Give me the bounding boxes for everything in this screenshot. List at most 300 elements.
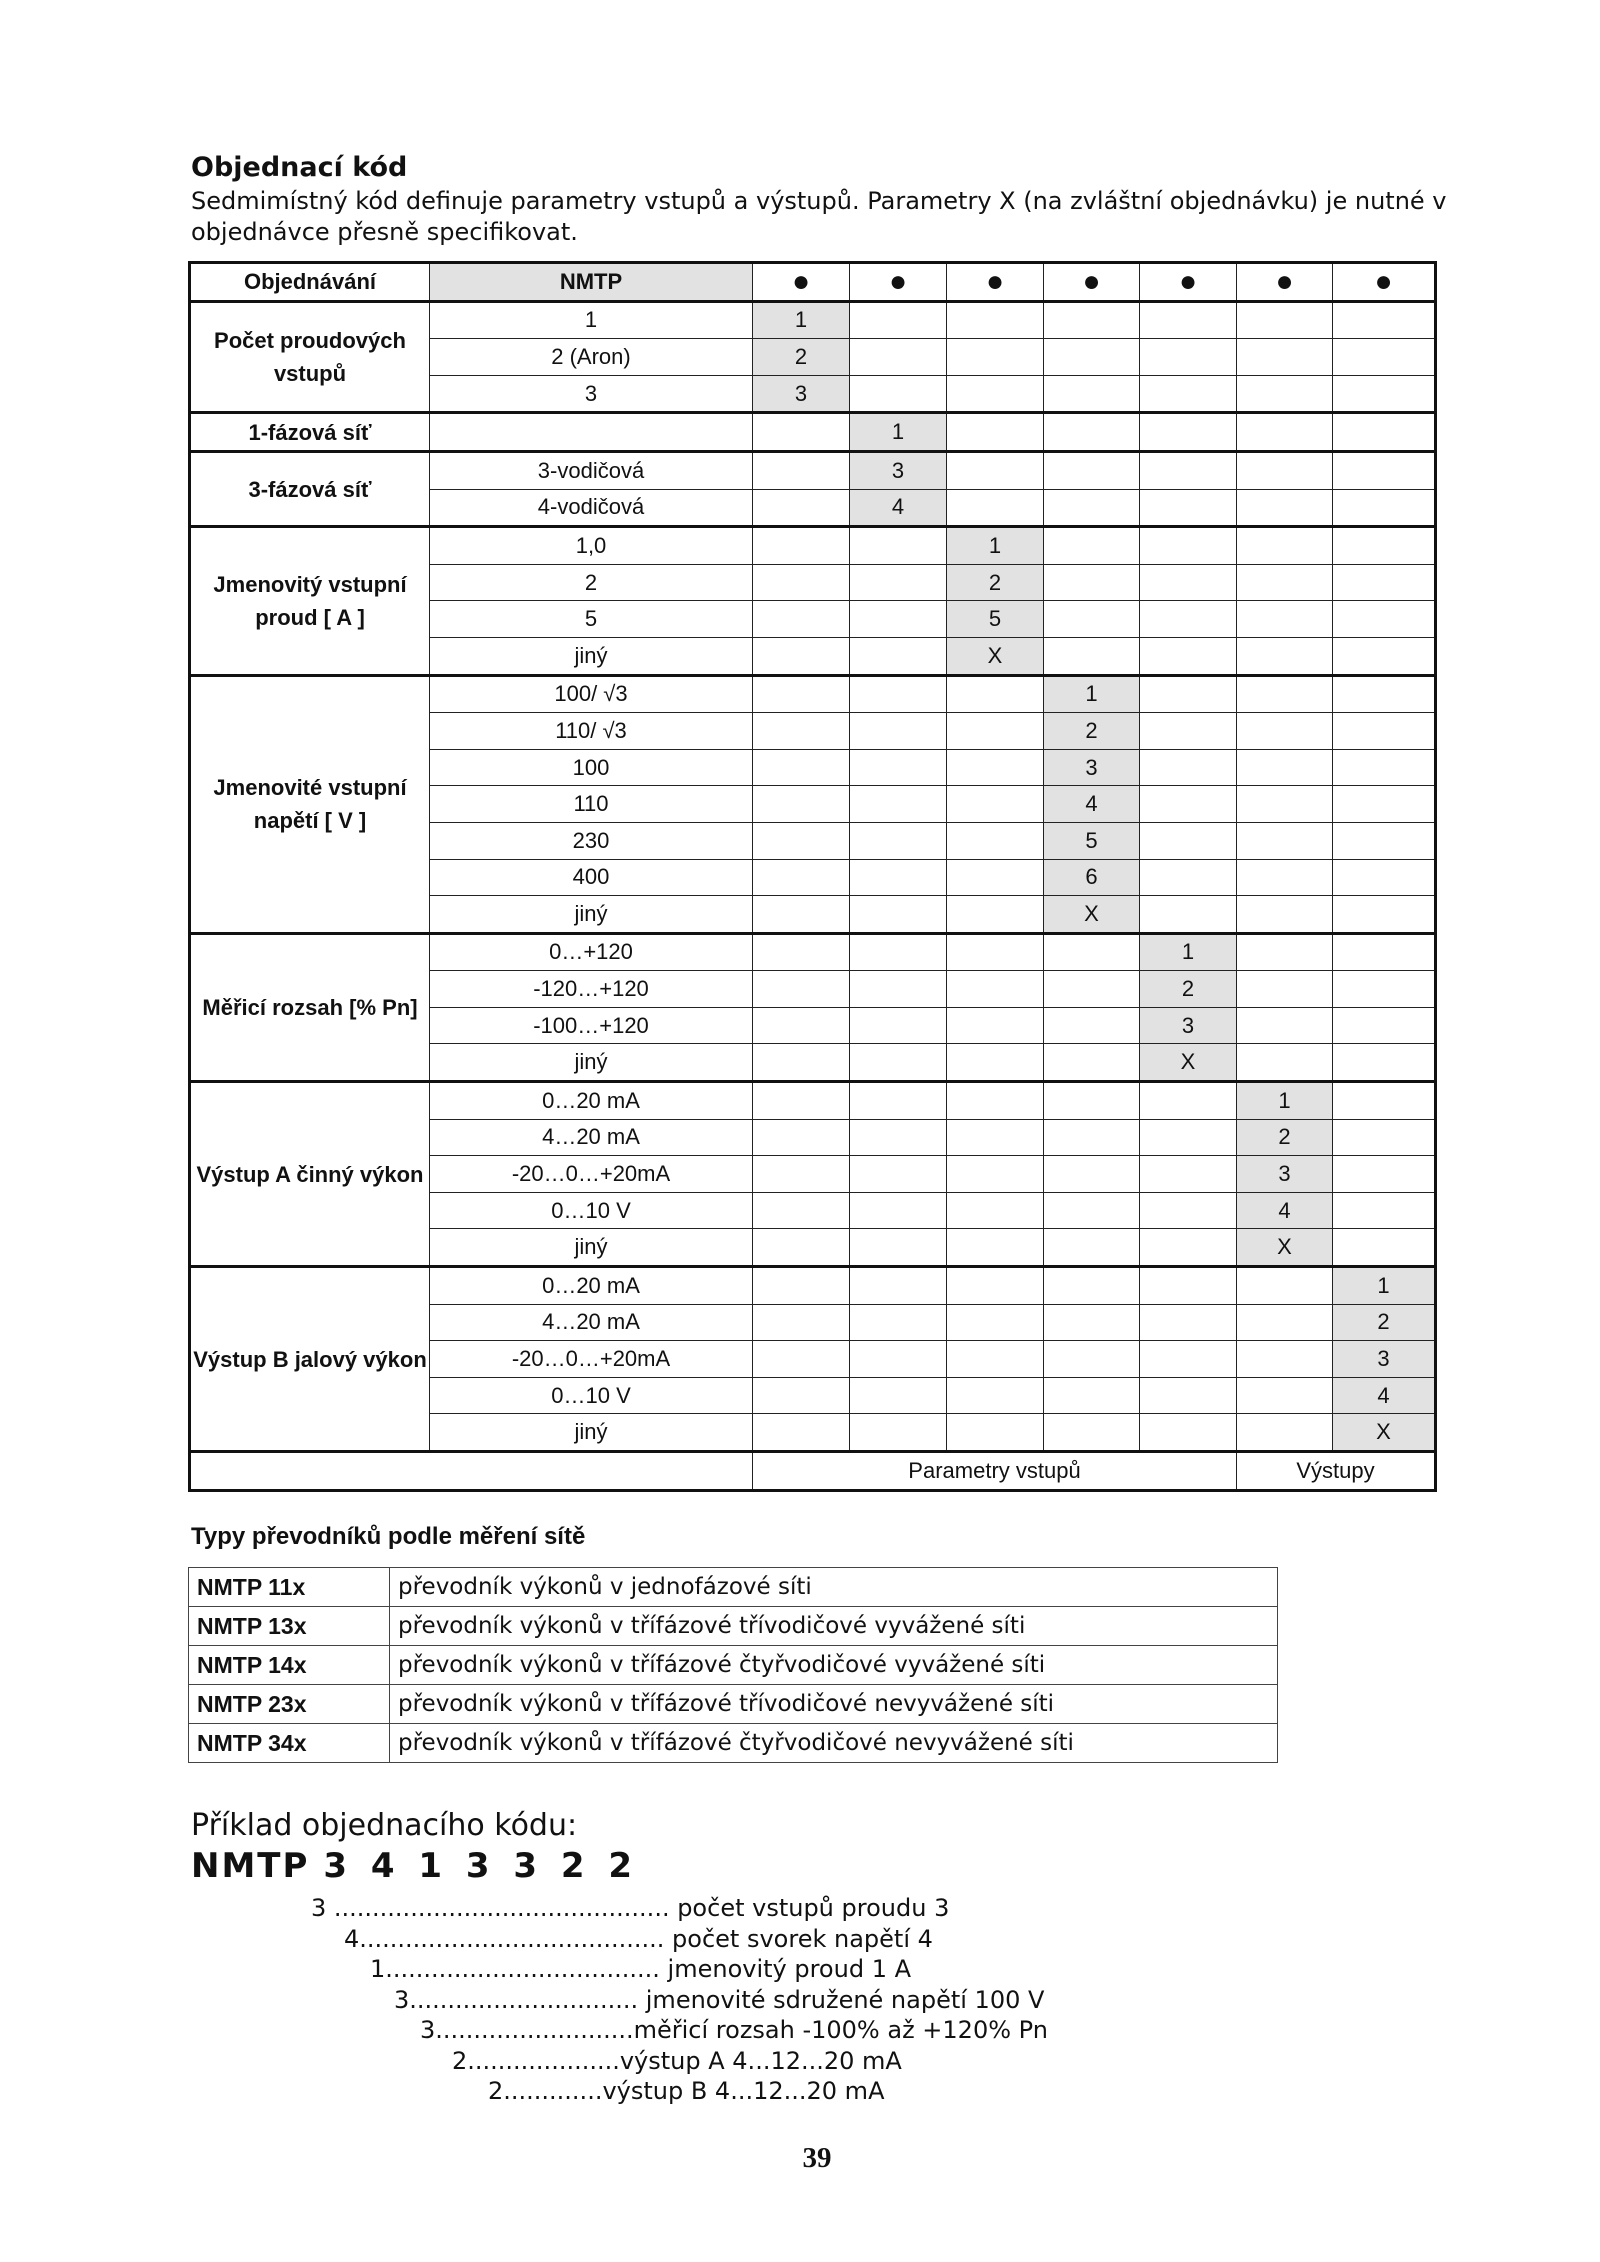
empty-cell [1237,933,1333,971]
empty-cell [947,1341,1044,1378]
footer-empty [190,1452,753,1491]
empty-cell [1044,1267,1140,1305]
code-cell: 5 [1044,822,1140,859]
code-cell: 4 [1044,786,1140,823]
code-cell: 6 [1044,859,1140,896]
option-value: -20…0…+20mA [430,1341,753,1378]
empty-cell [1140,1119,1237,1156]
empty-cell [1140,822,1237,859]
empty-cell [753,413,850,452]
code-cell: 3 [1333,1341,1436,1378]
option-value: 100 [430,749,753,786]
empty-cell [1044,1377,1140,1414]
empty-cell [850,1377,947,1414]
empty-cell [947,1044,1044,1082]
empty-cell [947,933,1044,971]
empty-cell [1333,637,1436,675]
empty-cell [1333,933,1436,971]
type-description: převodník výkonů v třífázové třívodičové vyvážené síti [390,1607,1278,1646]
empty-cell [1237,1304,1333,1341]
empty-cell [850,933,947,971]
footer-inputs: Parametry vstupů [753,1452,1237,1491]
empty-cell [1333,375,1436,413]
empty-cell [1140,786,1237,823]
table-row [189,1568,1278,1607]
empty-cell [1333,1119,1436,1156]
empty-cell [850,637,947,675]
empty-cell [947,375,1044,413]
code-cell: 4 [850,489,947,527]
code-cell: 1 [753,301,850,339]
code-cell: 2 [1237,1119,1333,1156]
option-value: jiný [430,1044,753,1082]
option-value: 4-vodičová [430,489,753,527]
empty-cell [850,896,947,934]
group-label: 1-fázová síť [190,413,430,452]
example-prefix: NMTP [191,1846,310,1886]
empty-cell [1140,675,1237,713]
empty-cell [947,1156,1044,1193]
empty-cell [753,1192,850,1229]
group-label: Jmenovitý vstupní proud [ A ] [190,527,430,675]
empty-cell [1237,301,1333,339]
empty-cell [753,564,850,601]
empty-cell [850,301,947,339]
option-value: 0…10 V [430,1377,753,1414]
empty-cell [947,786,1044,823]
empty-cell [1333,896,1436,934]
empty-cell [1237,339,1333,376]
code-cell: 1 [1140,933,1237,971]
page-number: 39 [802,2142,832,2174]
empty-cell [1333,786,1436,823]
code-cell: 5 [947,601,1044,638]
empty-cell [947,822,1044,859]
empty-cell [1333,527,1436,565]
code-cell: 2 [1333,1304,1436,1341]
empty-cell [1044,1229,1140,1267]
empty-cell [753,933,850,971]
empty-cell [1140,527,1237,565]
empty-cell [1237,375,1333,413]
code-cell: X [1140,1044,1237,1082]
empty-cell [1140,339,1237,376]
option-value: 110/ √3 [430,713,753,750]
empty-cell [1237,786,1333,823]
empty-cell [753,1119,850,1156]
empty-cell [1333,564,1436,601]
example-line: 3 ............................................ počet vstupů proudu 3 [311,1894,950,1922]
empty-cell [753,1082,850,1120]
empty-cell [850,1156,947,1193]
empty-cell [1140,601,1237,638]
empty-cell [1333,301,1436,339]
type-code: NMTP 14x [189,1646,390,1685]
empty-cell [850,859,947,896]
empty-cell [850,713,947,750]
empty-cell [850,1229,947,1267]
example-line: 1.................................... jmenovitý proud 1 A [370,1955,912,1983]
empty-cell [850,1341,947,1378]
empty-cell [753,1267,850,1305]
empty-cell [947,1414,1044,1452]
empty-cell [850,971,947,1008]
empty-cell [753,451,850,489]
empty-cell [1140,1414,1237,1452]
table-row [190,1082,1436,1120]
empty-cell [947,489,1044,527]
empty-cell [1044,339,1140,376]
empty-cell [947,1304,1044,1341]
empty-cell [753,896,850,934]
empty-cell [947,713,1044,750]
empty-cell [1140,564,1237,601]
types-title: Typy převodníků podle měření sítě [191,1523,586,1550]
option-value: 5 [430,601,753,638]
empty-cell [947,675,1044,713]
option-value: 4…20 mA [430,1119,753,1156]
empty-cell [1140,413,1237,452]
empty-cell [1044,489,1140,527]
empty-cell [850,822,947,859]
group-label: Výstup A činný výkon [190,1082,430,1267]
empty-cell [1044,1119,1140,1156]
empty-cell [1237,822,1333,859]
empty-cell [1237,1377,1333,1414]
table-row [190,933,1436,971]
code-cell: 1 [947,527,1044,565]
type-code: NMTP 34x [189,1724,390,1763]
option-value: 0…+120 [430,933,753,971]
table-row [190,675,1436,713]
empty-cell [1140,859,1237,896]
empty-cell [1333,749,1436,786]
empty-cell [1044,375,1140,413]
empty-cell [1237,601,1333,638]
empty-cell [850,1304,947,1341]
empty-cell [1333,822,1436,859]
option-value: 400 [430,859,753,896]
empty-cell [753,1341,850,1378]
empty-cell [947,1082,1044,1120]
option-value: jiný [430,637,753,675]
option-value: -120…+120 [430,971,753,1008]
empty-cell [1044,933,1140,971]
empty-cell [1333,601,1436,638]
empty-cell [1140,713,1237,750]
empty-cell [1333,971,1436,1008]
empty-cell [753,859,850,896]
header-dot-3: ● [947,263,1044,302]
empty-cell [1237,1267,1333,1305]
code-cell: 2 [753,339,850,376]
header-dot-5: ● [1140,263,1237,302]
empty-cell [753,1007,850,1044]
empty-cell [1140,1304,1237,1341]
type-code: NMTP 23x [189,1685,390,1724]
empty-cell [753,1377,850,1414]
code-cell: 1 [1237,1082,1333,1120]
empty-cell [1140,451,1237,489]
empty-cell [1140,1377,1237,1414]
header-dot-1: ● [753,263,850,302]
empty-cell [753,1414,850,1452]
header-dot-6: ● [1237,263,1333,302]
type-description: převodník výkonů v třífázové čtyřvodičové nevyvážené síti [390,1724,1278,1763]
example-line: 4........................................ počet svorek napětí 4 [344,1924,933,1953]
empty-cell [850,1044,947,1082]
empty-cell [1140,1229,1237,1267]
group-label: Výstup B jalový výkon [190,1267,430,1452]
empty-cell [947,1192,1044,1229]
empty-cell [1333,859,1436,896]
empty-cell [1044,601,1140,638]
table-row [190,1267,1436,1305]
empty-cell [1237,713,1333,750]
empty-cell [1237,564,1333,601]
empty-cell [1237,1044,1333,1082]
empty-cell [753,601,850,638]
group-label: Jmenovité vstupní napětí [ V ] [190,675,430,933]
example-line: 3.............................. jmenovité sdružené napětí 100 V [394,1985,1045,2014]
empty-cell [753,637,850,675]
code-cell: X [1333,1414,1436,1452]
option-value: 0…20 mA [430,1267,753,1305]
example-line: 2....................výstup A 4...12...20 mA [452,2046,902,2075]
empty-cell [1140,1156,1237,1193]
table-row [189,1724,1278,1763]
empty-cell [947,859,1044,896]
empty-cell [753,1304,850,1341]
empty-cell [850,339,947,376]
empty-cell [1237,637,1333,675]
empty-cell [1237,1341,1333,1378]
empty-cell [947,1267,1044,1305]
header-nmtp: NMTP [430,263,753,302]
empty-cell [850,375,947,413]
code-cell: 3 [753,375,850,413]
option-value: 4…20 mA [430,1304,753,1341]
empty-cell [1333,1082,1436,1120]
empty-cell [1140,375,1237,413]
type-description: převodník výkonů v třífázové čtyřvodičové vyvážené síti [390,1646,1278,1685]
empty-cell [1237,413,1333,452]
empty-cell [1140,1082,1237,1120]
option-value: 0…20 mA [430,1082,753,1120]
empty-cell [753,527,850,565]
empty-cell [947,1119,1044,1156]
empty-cell [1333,1156,1436,1193]
option-value: 230 [430,822,753,859]
empty-cell [850,601,947,638]
group-label: 3-fázová síť [190,451,430,526]
table-row [190,527,1436,565]
header-ordering: Objednávání [190,263,430,302]
empty-cell [850,786,947,823]
option-value: -100…+120 [430,1007,753,1044]
option-value: jiný [430,896,753,934]
code-cell: X [1044,896,1140,934]
empty-cell [753,749,850,786]
empty-cell [1044,301,1140,339]
empty-cell [1237,451,1333,489]
option-value: 1 [430,301,753,339]
empty-cell [850,675,947,713]
empty-cell [1044,1156,1140,1193]
code-cell: 4 [1237,1192,1333,1229]
empty-cell [947,1007,1044,1044]
code-cell: 2 [1140,971,1237,1008]
group-label: Počet proudových vstupů [190,301,430,413]
table-row [190,413,1436,452]
example-line: 3..........................měřicí rozsah -100% až +120% Pn [420,2016,1048,2044]
empty-cell [850,749,947,786]
example-title: Příklad objednacího kódu: [191,1808,578,1843]
empty-cell [1044,1082,1140,1120]
header-dot-4: ● [1044,263,1140,302]
code-cell: X [947,637,1044,675]
empty-cell [850,1267,947,1305]
empty-cell [1044,1007,1140,1044]
empty-cell [1333,413,1436,452]
code-cell: 3 [1044,749,1140,786]
option-value: jiný [430,1229,753,1267]
option-value: 100/ √3 [430,675,753,713]
empty-cell [947,971,1044,1008]
empty-cell [1140,301,1237,339]
header-dot-2: ● [850,263,947,302]
empty-cell [753,971,850,1008]
empty-cell [850,564,947,601]
option-value: 3-vodičová [430,451,753,489]
option-value: 3 [430,375,753,413]
empty-cell [1044,413,1140,452]
empty-cell [1237,971,1333,1008]
empty-cell [1333,1229,1436,1267]
order-code-table [188,261,1437,1492]
example-code [191,1846,638,1886]
empty-cell [1044,1192,1140,1229]
empty-cell [1237,675,1333,713]
empty-cell [1237,749,1333,786]
empty-cell [1044,637,1140,675]
empty-cell [1333,451,1436,489]
code-cell: 1 [850,413,947,452]
example-line: 2.............výstup B 4...12...20 mA [488,2077,885,2105]
option-value: 2 [430,564,753,601]
code-cell: 2 [1044,713,1140,750]
empty-cell [947,339,1044,376]
table-row [190,301,1436,339]
empty-cell [1140,1192,1237,1229]
empty-cell [1140,1267,1237,1305]
empty-cell [1044,527,1140,565]
empty-cell [753,1229,850,1267]
code-cell: 3 [1237,1156,1333,1193]
option-value: 0…10 V [430,1192,753,1229]
section-title: Objednací kód [191,152,408,183]
empty-cell [947,451,1044,489]
empty-cell [1044,451,1140,489]
code-cell: 3 [1140,1007,1237,1044]
empty-cell [1237,489,1333,527]
intro-text: Sedmimístný kód definuje parametry vstupů a výstupů. Parametry X (na zvláštní objednávku) je nutné v objednávce přesně specifikovat. [191,187,1447,246]
empty-cell [753,1156,850,1193]
option-value [430,413,753,452]
empty-cell [1044,971,1140,1008]
option-value: 2 (Aron) [430,339,753,376]
option-value: jiný [430,1414,753,1452]
example-digits: 3 4 1 3 3 2 2 [323,1846,639,1886]
empty-cell [850,527,947,565]
empty-cell [753,713,850,750]
empty-cell [1333,339,1436,376]
footer-outputs: Výstupy [1237,1452,1436,1491]
empty-cell [1140,489,1237,527]
code-cell: 4 [1333,1377,1436,1414]
empty-cell [753,1044,850,1082]
empty-cell [1140,637,1237,675]
option-value: -20…0…+20mA [430,1156,753,1193]
empty-cell [1044,1414,1140,1452]
table-row [189,1646,1278,1685]
empty-cell [753,489,850,527]
type-description: převodník výkonů v jednofázové síti [390,1568,1278,1607]
empty-cell [1333,489,1436,527]
empty-cell [947,1229,1044,1267]
empty-cell [947,896,1044,934]
empty-cell [1044,564,1140,601]
empty-cell [850,1119,947,1156]
empty-cell [753,822,850,859]
code-cell: X [1237,1229,1333,1267]
empty-cell [1140,1341,1237,1378]
empty-cell [1237,896,1333,934]
empty-cell [753,675,850,713]
code-cell: 1 [1044,675,1140,713]
empty-cell [947,413,1044,452]
option-value: 1,0 [430,527,753,565]
empty-cell [1044,1044,1140,1082]
empty-cell [850,1007,947,1044]
empty-cell [1140,896,1237,934]
empty-cell [1333,713,1436,750]
empty-cell [850,1082,947,1120]
type-description: převodník výkonů v třífázové třívodičové nevyvážené síti [390,1685,1278,1724]
group-label: Měřicí rozsah [% Pn] [190,933,430,1081]
code-cell: 2 [947,564,1044,601]
empty-cell [1237,859,1333,896]
empty-cell [1333,675,1436,713]
empty-cell [1044,1304,1140,1341]
empty-cell [850,1192,947,1229]
empty-cell [1333,1044,1436,1082]
header-dot-7: ● [1333,263,1436,302]
empty-cell [1237,527,1333,565]
empty-cell [947,1377,1044,1414]
code-cell: 3 [850,451,947,489]
table-row [189,1607,1278,1646]
empty-cell [947,749,1044,786]
table-row [189,1685,1278,1724]
empty-cell [1237,1007,1333,1044]
empty-cell [753,786,850,823]
empty-cell [1140,749,1237,786]
empty-cell [1237,1414,1333,1452]
empty-cell [1333,1007,1436,1044]
empty-cell [1044,1341,1140,1378]
option-value: 110 [430,786,753,823]
